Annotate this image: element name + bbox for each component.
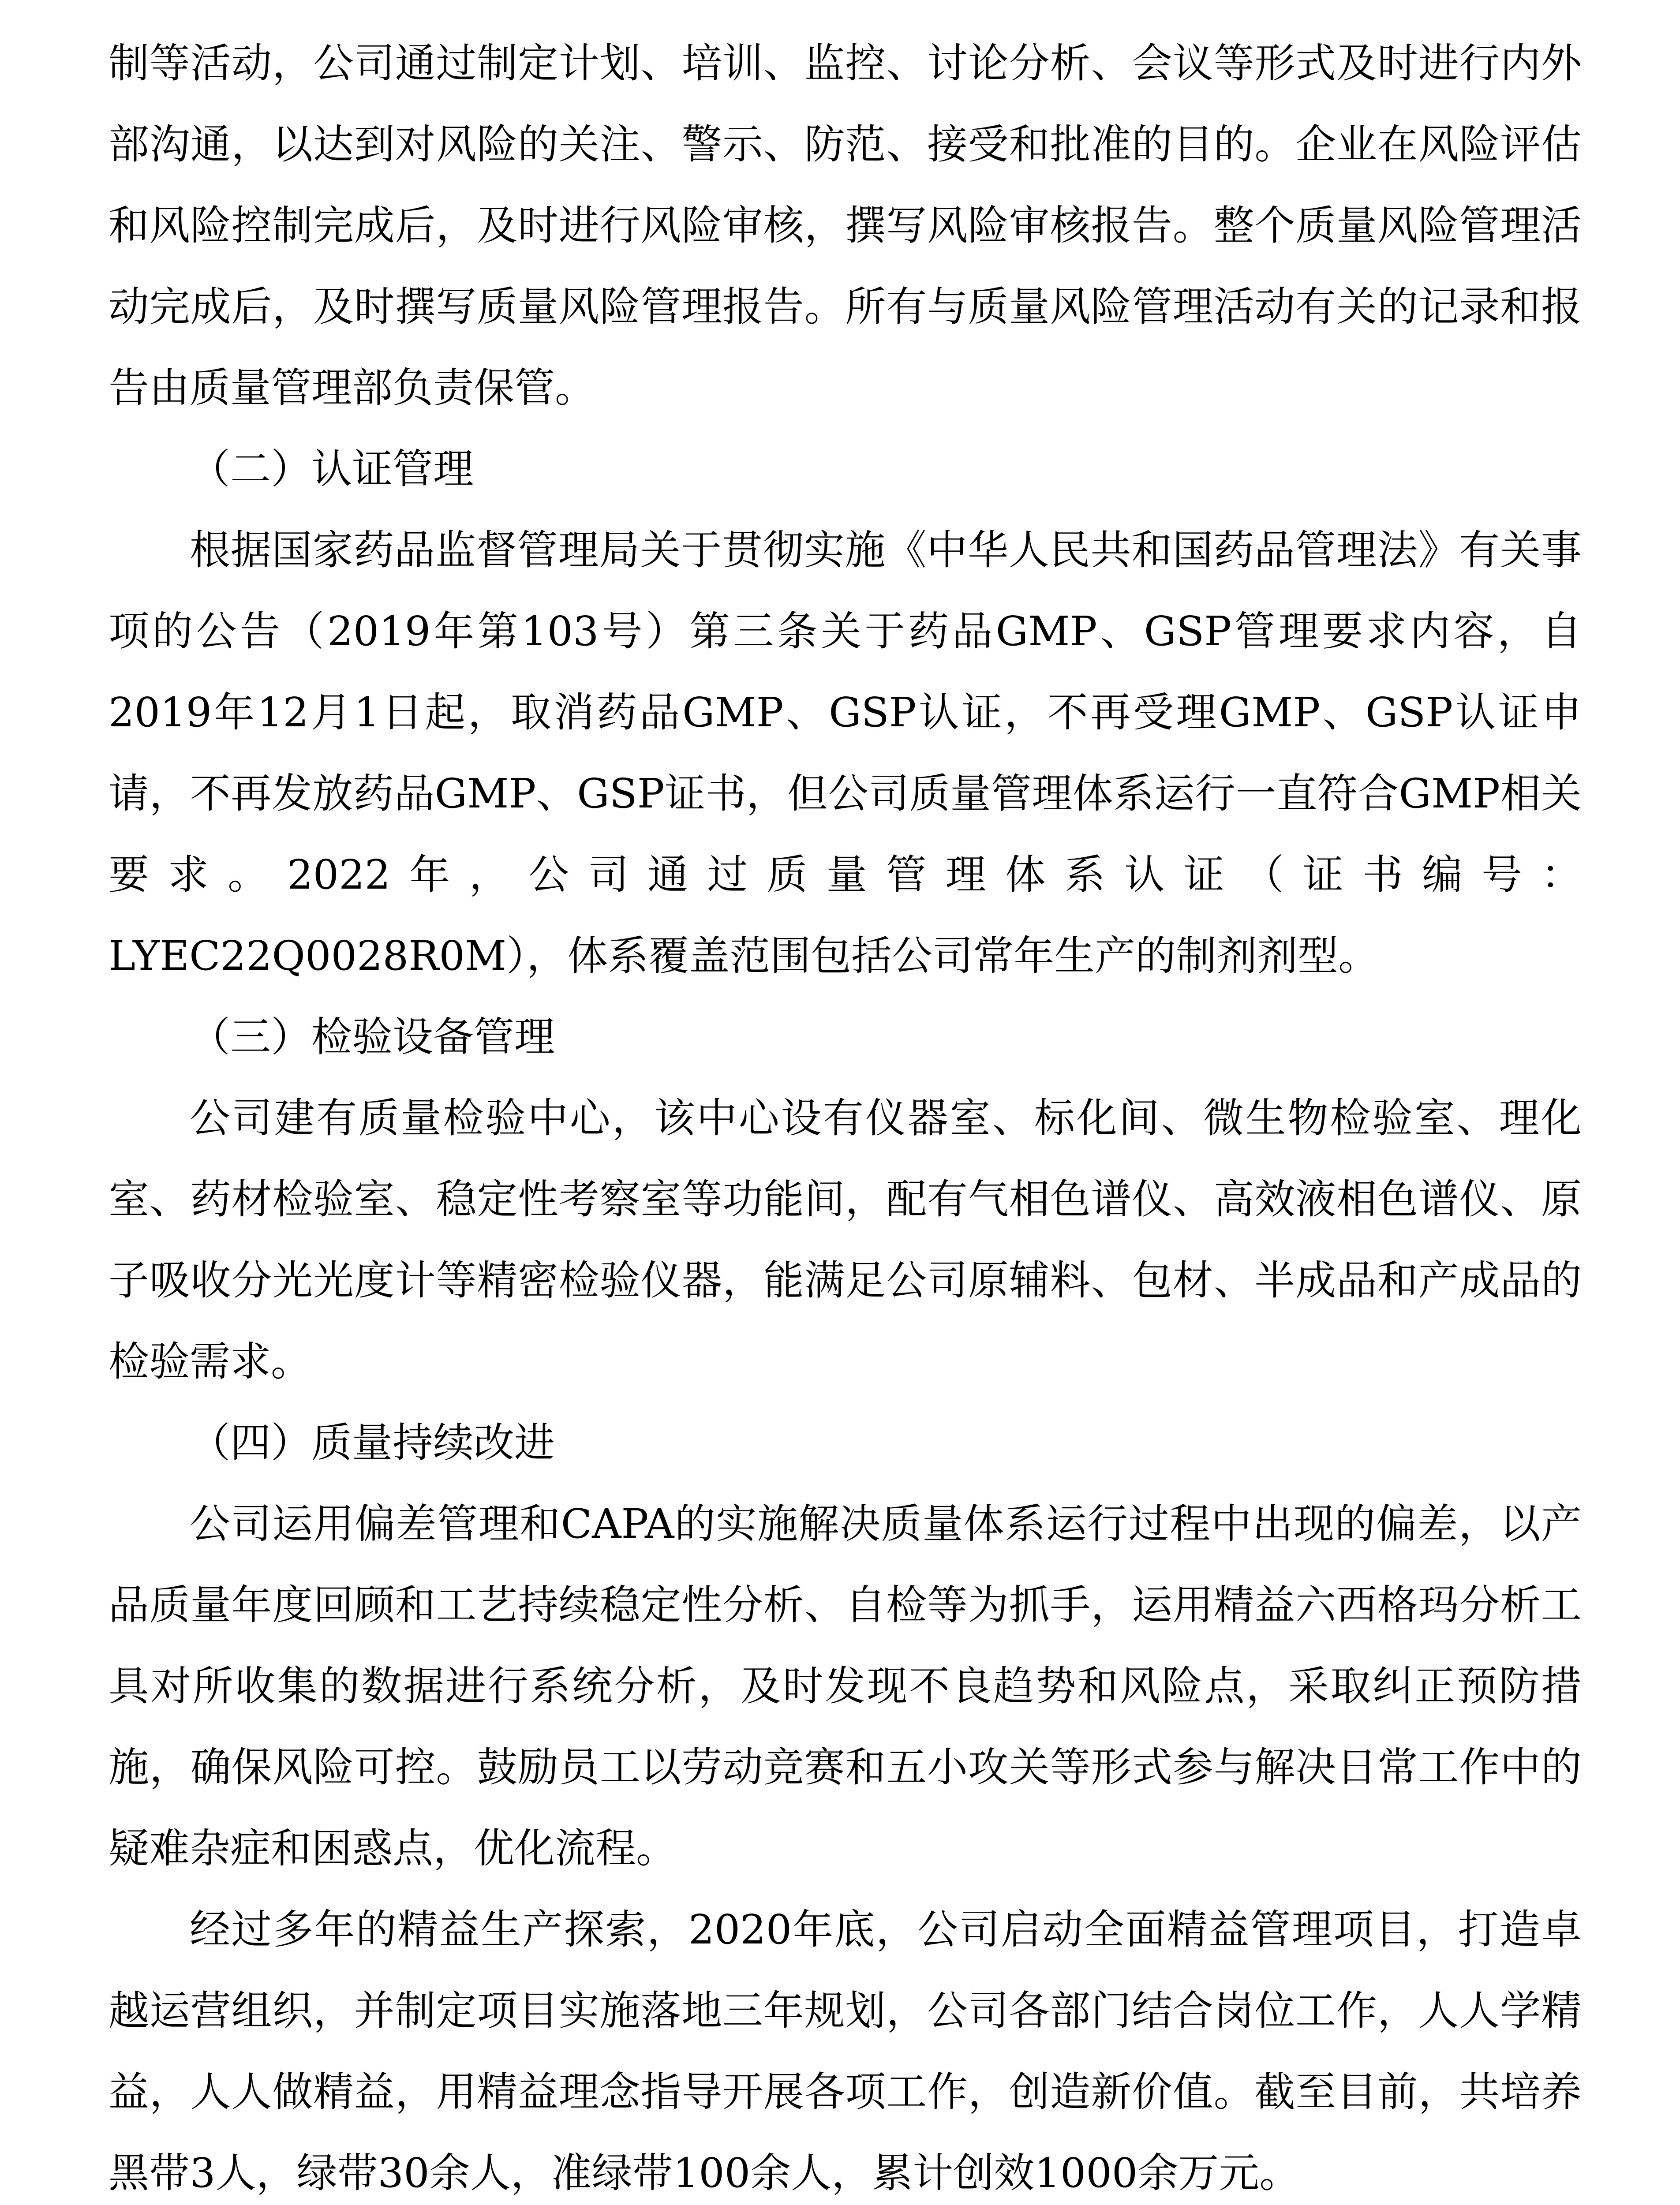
paragraph-certification-management: 根据国家药品监督管理局关于贯彻实施《中华人民共和国药品管理法》有关事项的公告（2019年第103号）第三条关于药品GMP、GSP管理要求内容，自2019年12月1日起，取消药品GMP、GSP认证，不再受理GMP、GSP认证申请，不再发放药品GMP、GSP证书，但公司质量管理体系运行一直符合GMP相关要求。2022年，公司通过质量管理体系认证（证书编号：LYEC22Q0028R0M），体系覆盖范围包括公司常年生产的制剂剂型。 bbox=[109, 527, 1582, 979]
paragraph-continuous-improvement: 公司运用偏差管理和CAPA的实施解决质量体系运行过程中出现的偏差，以产品质量年度回顾和工艺持续稳定性分析、自检等为抓手，运用精益六西格玛分析工具对所收集的数据进行系统分析，及时发现不良趋势和风险点，采取纠正预防措施，确保风险可控。鼓励员工以劳动竞赛和五小攻关等形式参与解决日常工作中的疑难杂症和困惑点，优化流程。 bbox=[109, 1500, 1582, 1872]
paragraph-inspection-equipment: 公司建有质量检验中心，该中心设有仪器室、标化间、微生物检验室、理化室、药材检验室、稳定性考察室等功能间，配有气相色谱仪、高效液相色谱仪、原子吸收分光光度计等精密检验仪器，能满足公司原辅料、包材、半成品和产成品的检验需求。 bbox=[109, 1095, 1582, 1385]
document-body bbox=[109, 23, 1582, 2205]
paragraph-lean-management: 经过多年的精益生产探索，2020年底，公司启动全面精益管理项目，打造卓越运营组织，并制定项目实施落地三年规划，公司各部门结合岗位工作，人人学精益，人人做精益，用精益理念指导开展各项工作，创造新价值。截至目前，共培养黑带3人，绿带30余人，准绿带100余人，累计创效1000余万元。 bbox=[109, 1906, 1582, 2197]
subheading-certification-management: （二）认证管理 bbox=[190, 445, 474, 493]
paragraph-risk-management-continued: 制等活动，公司通过制定计划、培训、监控、讨论分析、会议等形式及时进行内外部沟通，以达到对风险的关注、警示、防范、接受和批准的目的。企业在风险评估和风险控制完成后，及时进行风险审核，撰写风险审核报告。整个质量风险管理活动完成后，及时撰写质量风险管理报告。所有与质量风险管理活动有关的记录和报告由质量管理部负责保管。 bbox=[109, 40, 1582, 411]
subheading-continuous-improvement: （四）质量持续改进 bbox=[190, 1419, 555, 1466]
subheading-inspection-equipment: （三）检验设备管理 bbox=[190, 1013, 555, 1061]
